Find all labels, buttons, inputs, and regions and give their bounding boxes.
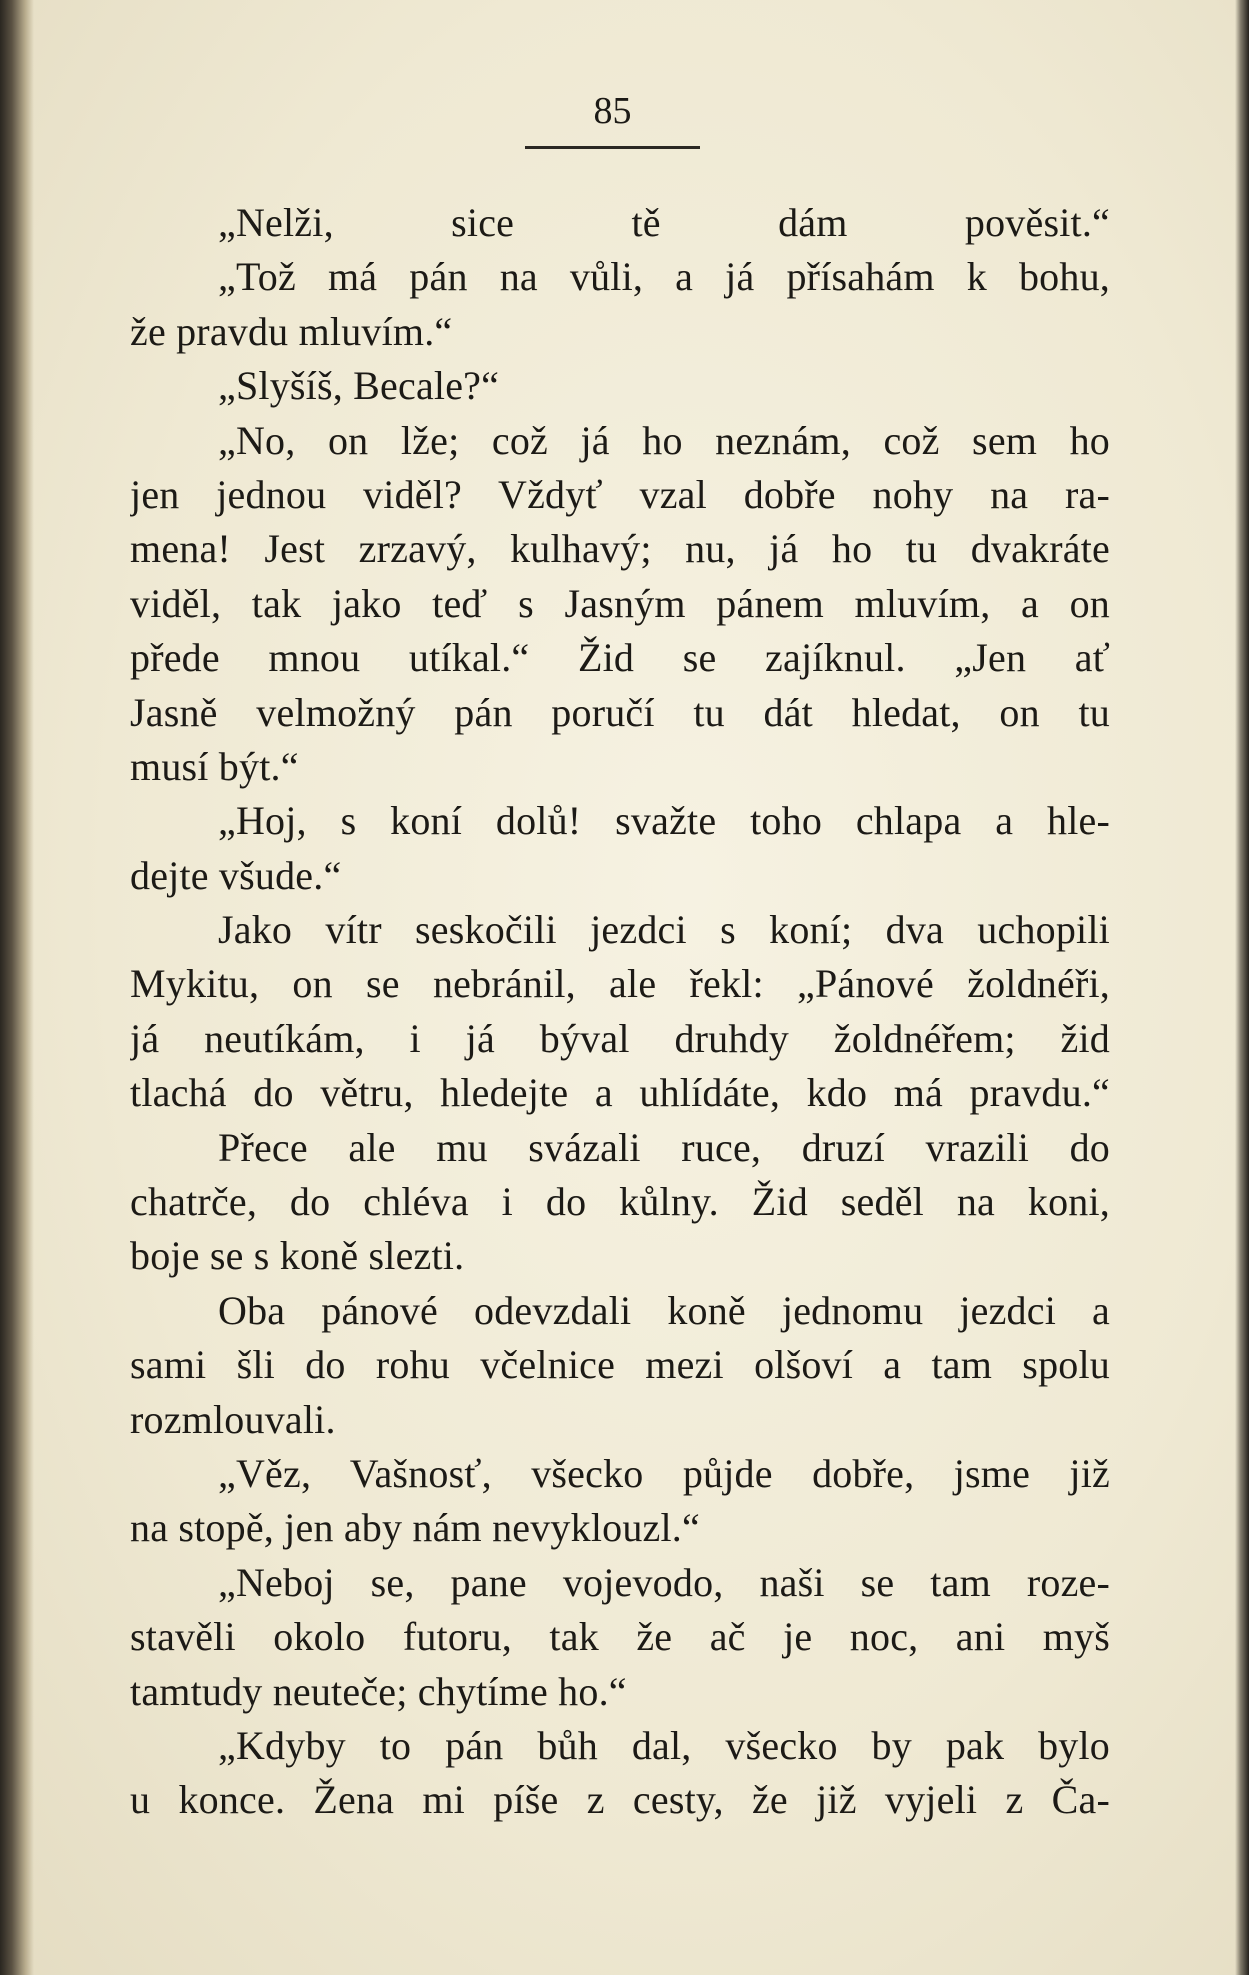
- text-line: „Tož má pán na vůli, a já přísahám k bohu,: [218, 254, 1110, 300]
- text-line: „No, on lže; což já ho neznám, což sem ho: [218, 417, 1110, 463]
- page-number: 85: [593, 90, 632, 132]
- text-line: „Nelži, sice tě dám pověsit.“: [218, 200, 1110, 245]
- body-text: [130, 196, 1110, 1828]
- text-line: tlachá do větru, hledejte a uhlídáte, kdo má pravdu.“: [130, 1070, 1110, 1116]
- text-line: „Slyšíš, Becale?“: [218, 363, 500, 409]
- text-line: Oba pánové odevzdali koně jednomu jezdci a: [218, 1287, 1110, 1333]
- text-line: musí být.“: [130, 743, 299, 789]
- text-line: jen jednou viděl? Vždyť vzal dobře nohy na ra-: [130, 471, 1110, 517]
- text-line: „Neboj se, pane vojevodo, naši se tam roze-: [218, 1559, 1110, 1605]
- text-line: Mykitu, on se nebránil, ale řekl: „Pánové žoldnéři,: [130, 961, 1110, 1007]
- text-line: Jasně velmožný pán poručí tu dát hledat, on tu: [130, 689, 1110, 735]
- text-line: tamtudy neuteče; chytíme ho.“: [130, 1668, 627, 1714]
- text-line: rozmlouvali.: [130, 1396, 336, 1442]
- text-line: u konce. Žena mi píše z cesty, že již vyjeli z Ča-: [130, 1777, 1110, 1823]
- text-line: Jako vítr seskočili jezdci s koní; dva uchopili: [218, 907, 1110, 953]
- text-line: já neutíkám, i já býval druhdy žoldnéřem; žid: [130, 1015, 1110, 1061]
- text-line: mena! Jest zrzavý, kulhavý; nu, já ho tu dvakráte: [130, 526, 1110, 572]
- text-line: „Kdyby to pán bůh dal, všecko by pak bylo: [218, 1722, 1110, 1768]
- text-line: přede mnou utíkal.“ Žid se zajíknul. „Jen ať: [130, 635, 1110, 681]
- text-line: viděl, tak jako teď s Jasným pánem mluvím, a on: [130, 580, 1110, 626]
- text-line: na stopě, jen aby nám nevyklouzl.“: [130, 1505, 700, 1551]
- text-line: Přece ale mu svázali ruce, druzí vrazili do: [218, 1124, 1110, 1170]
- page-header: [525, 92, 700, 149]
- header-rule: [525, 146, 700, 149]
- text-line: že pravdu mluvím.“: [130, 308, 453, 354]
- text-line: „Věz, Vašnosť, všecko půjde dobře, jsme již: [218, 1450, 1110, 1496]
- text-line: chatrče, do chléva i do kůlny. Žid seděl na koni,: [130, 1179, 1110, 1225]
- text-line: stavěli okolo futoru, tak že ač je noc, ani myš: [130, 1614, 1110, 1660]
- text-line: „Hoj, s koní dolů! svažte toho chlapa a hle-: [218, 798, 1110, 844]
- text-line: sami šli do rohu včelnice mezi olšoví a tam spolu: [130, 1342, 1110, 1388]
- text-line: boje se s koně slezti.: [130, 1233, 465, 1279]
- text-line: dejte všude.“: [130, 852, 342, 898]
